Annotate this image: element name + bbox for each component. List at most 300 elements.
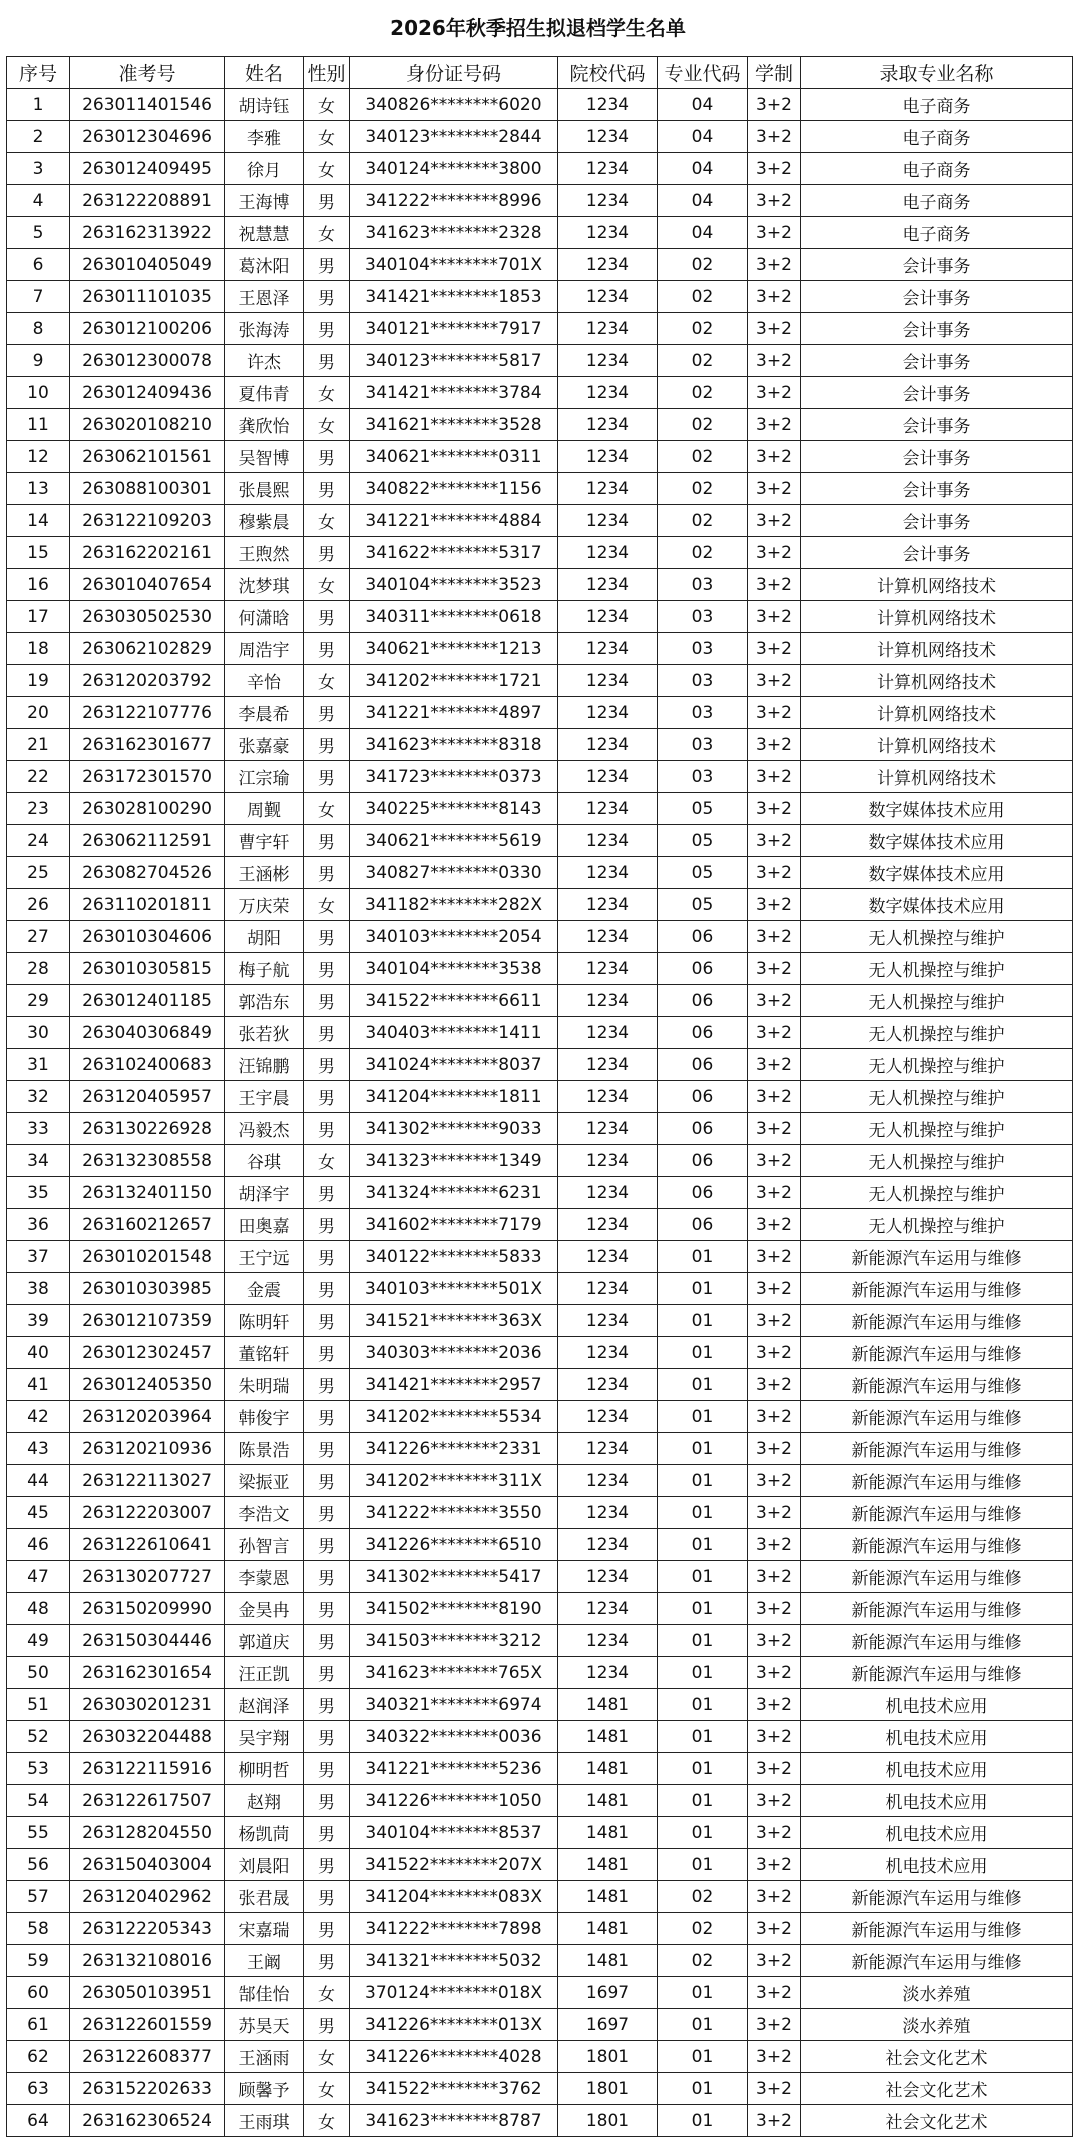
cell-major-name: 淡水养殖 [801, 2009, 1073, 2041]
cell-gender: 男 [304, 345, 350, 377]
cell-name: 韩俊宇 [225, 1401, 304, 1433]
cell-school-code: 1234 [558, 825, 658, 857]
cell-id-number: 341302********9033 [350, 1113, 558, 1145]
table-row [7, 1017, 1073, 1049]
cell-major-name: 数字媒体技术应用 [801, 825, 1073, 857]
cell-exam-number: 263050103951 [70, 1977, 225, 2009]
cell-exam-number: 263102400683 [70, 1049, 225, 1081]
cell-name: 王海博 [225, 185, 304, 217]
table-row [7, 1593, 1073, 1625]
cell-gender: 男 [304, 473, 350, 505]
cell-program-length: 3+2 [748, 345, 801, 377]
cell-program-length: 3+2 [748, 1465, 801, 1497]
cell-school-code: 1234 [558, 889, 658, 921]
cell-major-name: 无人机操控与维护 [801, 921, 1073, 953]
cell-major-code: 06 [658, 921, 748, 953]
cell-id-number: 340123********5817 [350, 345, 558, 377]
cell-school-code: 1234 [558, 1081, 658, 1113]
cell-gender: 女 [304, 1145, 350, 1177]
cell-name: 陈景浩 [225, 1433, 304, 1465]
cell-gender: 男 [304, 313, 350, 345]
cell-major-name: 计算机网络技术 [801, 601, 1073, 633]
cell-index: 51 [7, 1689, 70, 1721]
cell-id-number: 341521********363X [350, 1305, 558, 1337]
cell-index: 36 [7, 1209, 70, 1241]
cell-id-number: 341623********8787 [350, 2105, 558, 2137]
cell-index: 44 [7, 1465, 70, 1497]
cell-major-name: 新能源汽车运用与维修 [801, 1593, 1073, 1625]
cell-program-length: 3+2 [748, 2041, 801, 2073]
cell-gender: 男 [304, 249, 350, 281]
cell-index: 40 [7, 1337, 70, 1369]
cell-id-number: 341602********7179 [350, 1209, 558, 1241]
cell-program-length: 3+2 [748, 889, 801, 921]
cell-exam-number: 263162313922 [70, 217, 225, 249]
cell-school-code: 1234 [558, 281, 658, 313]
table-row [7, 89, 1073, 121]
cell-major-code: 01 [658, 2009, 748, 2041]
cell-id-number: 340104********3523 [350, 569, 558, 601]
cell-school-code: 1234 [558, 793, 658, 825]
header-gender: 性别 [304, 57, 350, 89]
cell-name: 胡诗钰 [225, 89, 304, 121]
cell-exam-number: 263011401546 [70, 89, 225, 121]
cell-gender: 女 [304, 569, 350, 601]
cell-name: 胡阳 [225, 921, 304, 953]
cell-exam-number: 263011101035 [70, 281, 225, 313]
cell-school-code: 1481 [558, 1785, 658, 1817]
cell-index: 37 [7, 1241, 70, 1273]
cell-index: 42 [7, 1401, 70, 1433]
table-row [7, 441, 1073, 473]
cell-program-length: 3+2 [748, 1721, 801, 1753]
cell-major-name: 机电技术应用 [801, 1785, 1073, 1817]
cell-name: 徐月 [225, 153, 304, 185]
cell-major-code: 03 [658, 761, 748, 793]
cell-id-number: 340103********2054 [350, 921, 558, 953]
cell-exam-number: 263082704526 [70, 857, 225, 889]
cell-id-number: 340122********5833 [350, 1241, 558, 1273]
table-row [7, 1497, 1073, 1529]
cell-major-name: 会计事务 [801, 409, 1073, 441]
cell-index: 50 [7, 1657, 70, 1689]
cell-exam-number: 263012302457 [70, 1337, 225, 1369]
cell-exam-number: 263030201231 [70, 1689, 225, 1721]
table-row [7, 1177, 1073, 1209]
cell-name: 汪锦鹏 [225, 1049, 304, 1081]
cell-gender: 男 [304, 1049, 350, 1081]
cell-program-length: 3+2 [748, 857, 801, 889]
cell-program-length: 3+2 [748, 601, 801, 633]
cell-exam-number: 263012401185 [70, 985, 225, 1017]
table-row [7, 345, 1073, 377]
cell-major-code: 03 [658, 697, 748, 729]
cell-id-number: 340321********6974 [350, 1689, 558, 1721]
cell-program-length: 3+2 [748, 1689, 801, 1721]
cell-id-number: 341421********1853 [350, 281, 558, 313]
cell-major-name: 计算机网络技术 [801, 665, 1073, 697]
cell-gender: 女 [304, 889, 350, 921]
cell-exam-number: 263012405350 [70, 1369, 225, 1401]
cell-exam-number: 263010303985 [70, 1273, 225, 1305]
table-row [7, 665, 1073, 697]
cell-major-code: 02 [658, 1945, 748, 1977]
cell-index: 7 [7, 281, 70, 313]
cell-major-name: 电子商务 [801, 185, 1073, 217]
cell-index: 27 [7, 921, 70, 953]
cell-program-length: 3+2 [748, 1017, 801, 1049]
cell-school-code: 1697 [558, 2009, 658, 2041]
cell-id-number: 340103********501X [350, 1273, 558, 1305]
cell-program-length: 3+2 [748, 1305, 801, 1337]
table-row [7, 473, 1073, 505]
cell-exam-number: 263122113027 [70, 1465, 225, 1497]
cell-index: 10 [7, 377, 70, 409]
cell-id-number: 340311********0618 [350, 601, 558, 633]
table-row [7, 1049, 1073, 1081]
table-row [7, 1401, 1073, 1433]
cell-name: 李雅 [225, 121, 304, 153]
table-row [7, 953, 1073, 985]
table-row [7, 1081, 1073, 1113]
cell-major-name: 机电技术应用 [801, 1849, 1073, 1881]
cell-id-number: 341502********8190 [350, 1593, 558, 1625]
cell-name: 冯毅杰 [225, 1113, 304, 1145]
cell-school-code: 1234 [558, 153, 658, 185]
cell-id-number: 340104********8537 [350, 1817, 558, 1849]
cell-exam-number: 263150209990 [70, 1593, 225, 1625]
cell-major-code: 06 [658, 985, 748, 1017]
header-id-number: 身份证号码 [350, 57, 558, 89]
cell-gender: 女 [304, 505, 350, 537]
cell-program-length: 3+2 [748, 2009, 801, 2041]
cell-id-number: 340621********0311 [350, 441, 558, 473]
cell-school-code: 1234 [558, 345, 658, 377]
cell-index: 13 [7, 473, 70, 505]
cell-exam-number: 263010201548 [70, 1241, 225, 1273]
table-row [7, 857, 1073, 889]
cell-gender: 男 [304, 185, 350, 217]
cell-name: 张君晟 [225, 1881, 304, 1913]
cell-major-name: 新能源汽车运用与维修 [801, 1945, 1073, 1977]
cell-major-code: 02 [658, 249, 748, 281]
cell-gender: 男 [304, 441, 350, 473]
cell-gender: 男 [304, 1369, 350, 1401]
cell-major-name: 机电技术应用 [801, 1817, 1073, 1849]
cell-program-length: 3+2 [748, 1657, 801, 1689]
cell-program-length: 3+2 [748, 377, 801, 409]
cell-exam-number: 263020108210 [70, 409, 225, 441]
cell-name: 江宗瑜 [225, 761, 304, 793]
cell-gender: 男 [304, 1753, 350, 1785]
cell-exam-number: 263012107359 [70, 1305, 225, 1337]
cell-major-name: 无人机操控与维护 [801, 1209, 1073, 1241]
cell-name: 孙智言 [225, 1529, 304, 1561]
cell-gender: 男 [304, 729, 350, 761]
cell-major-code: 02 [658, 377, 748, 409]
cell-index: 16 [7, 569, 70, 601]
cell-major-code: 03 [658, 569, 748, 601]
cell-name: 谷琪 [225, 1145, 304, 1177]
cell-major-name: 会计事务 [801, 281, 1073, 313]
cell-school-code: 1234 [558, 441, 658, 473]
cell-id-number: 340621********5619 [350, 825, 558, 857]
table-row [7, 1913, 1073, 1945]
table-row [7, 121, 1073, 153]
cell-index: 32 [7, 1081, 70, 1113]
cell-index: 15 [7, 537, 70, 569]
cell-major-code: 03 [658, 633, 748, 665]
cell-major-code: 04 [658, 153, 748, 185]
cell-gender: 女 [304, 1977, 350, 2009]
cell-gender: 男 [304, 1689, 350, 1721]
cell-major-name: 新能源汽车运用与维修 [801, 1625, 1073, 1657]
cell-school-code: 1481 [558, 1881, 658, 1913]
cell-exam-number: 263122208891 [70, 185, 225, 217]
cell-index: 4 [7, 185, 70, 217]
cell-major-name: 无人机操控与维护 [801, 1049, 1073, 1081]
cell-program-length: 3+2 [748, 1433, 801, 1465]
cell-school-code: 1234 [558, 537, 658, 569]
cell-major-code: 02 [658, 441, 748, 473]
cell-name: 何潇晗 [225, 601, 304, 633]
cell-gender: 男 [304, 1945, 350, 1977]
cell-major-code: 05 [658, 793, 748, 825]
cell-program-length: 3+2 [748, 1817, 801, 1849]
cell-exam-number: 263110201811 [70, 889, 225, 921]
cell-exam-number: 263122205343 [70, 1913, 225, 1945]
cell-exam-number: 263162301654 [70, 1657, 225, 1689]
cell-major-name: 电子商务 [801, 153, 1073, 185]
table-row [7, 825, 1073, 857]
cell-school-code: 1234 [558, 1273, 658, 1305]
cell-major-name: 新能源汽车运用与维修 [801, 1273, 1073, 1305]
cell-index: 17 [7, 601, 70, 633]
cell-program-length: 3+2 [748, 217, 801, 249]
cell-name: 赵翔 [225, 1785, 304, 1817]
cell-id-number: 341204********083X [350, 1881, 558, 1913]
cell-school-code: 1234 [558, 1465, 658, 1497]
cell-school-code: 1234 [558, 1049, 658, 1081]
cell-school-code: 1234 [558, 377, 658, 409]
cell-major-code: 03 [658, 729, 748, 761]
cell-id-number: 340303********2036 [350, 1337, 558, 1369]
cell-exam-number: 263030502530 [70, 601, 225, 633]
header-major-code: 专业代码 [658, 57, 748, 89]
cell-program-length: 3+2 [748, 1113, 801, 1145]
cell-major-code: 03 [658, 601, 748, 633]
cell-school-code: 1234 [558, 1145, 658, 1177]
cell-exam-number: 263120402962 [70, 1881, 225, 1913]
cell-gender: 男 [304, 1209, 350, 1241]
cell-exam-number: 263062101561 [70, 441, 225, 473]
cell-exam-number: 263122109203 [70, 505, 225, 537]
cell-id-number: 340621********1213 [350, 633, 558, 665]
cell-major-code: 02 [658, 1881, 748, 1913]
cell-name: 夏伟青 [225, 377, 304, 409]
cell-name: 张若狄 [225, 1017, 304, 1049]
cell-name: 辛怡 [225, 665, 304, 697]
document-title: 2026年秋季招生拟退档学生名单 [390, 16, 686, 40]
cell-gender: 男 [304, 601, 350, 633]
cell-major-name: 新能源汽车运用与维修 [801, 1305, 1073, 1337]
cell-program-length: 3+2 [748, 1049, 801, 1081]
cell-school-code: 1234 [558, 729, 658, 761]
cell-index: 22 [7, 761, 70, 793]
cell-program-length: 3+2 [748, 121, 801, 153]
cell-exam-number: 263122610641 [70, 1529, 225, 1561]
cell-major-name: 电子商务 [801, 121, 1073, 153]
cell-major-name: 淡水养殖 [801, 1977, 1073, 2009]
cell-major-code: 01 [658, 2073, 748, 2105]
cell-gender: 男 [304, 1177, 350, 1209]
cell-major-code: 06 [658, 1017, 748, 1049]
cell-id-number: 341723********0373 [350, 761, 558, 793]
cell-major-code: 01 [658, 1337, 748, 1369]
cell-major-code: 01 [658, 1977, 748, 2009]
cell-gender: 女 [304, 793, 350, 825]
cell-name: 胡泽宇 [225, 1177, 304, 1209]
cell-school-code: 1801 [558, 2073, 658, 2105]
cell-index: 41 [7, 1369, 70, 1401]
cell-school-code: 1481 [558, 1849, 658, 1881]
cell-major-code: 01 [658, 2105, 748, 2137]
cell-id-number: 341623********2328 [350, 217, 558, 249]
cell-index: 59 [7, 1945, 70, 1977]
cell-id-number: 341226********4028 [350, 2041, 558, 2073]
cell-major-code: 01 [658, 1625, 748, 1657]
cell-index: 30 [7, 1017, 70, 1049]
cell-exam-number: 263032204488 [70, 1721, 225, 1753]
cell-major-name: 计算机网络技术 [801, 729, 1073, 761]
cell-index: 18 [7, 633, 70, 665]
cell-id-number: 341221********4884 [350, 505, 558, 537]
cell-gender: 男 [304, 1337, 350, 1369]
cell-major-name: 会计事务 [801, 249, 1073, 281]
cell-program-length: 3+2 [748, 569, 801, 601]
cell-index: 19 [7, 665, 70, 697]
cell-major-code: 01 [658, 1785, 748, 1817]
cell-school-code: 1234 [558, 633, 658, 665]
cell-major-code: 01 [658, 1305, 748, 1337]
cell-name: 周浩宇 [225, 633, 304, 665]
table-row [7, 281, 1073, 313]
cell-program-length: 3+2 [748, 1337, 801, 1369]
cell-index: 46 [7, 1529, 70, 1561]
cell-id-number: 341324********6231 [350, 1177, 558, 1209]
cell-major-name: 会计事务 [801, 313, 1073, 345]
cell-id-number: 341302********5417 [350, 1561, 558, 1593]
cell-gender: 男 [304, 1113, 350, 1145]
cell-gender: 女 [304, 665, 350, 697]
table-row [7, 1433, 1073, 1465]
cell-index: 58 [7, 1913, 70, 1945]
cell-name: 赵润泽 [225, 1689, 304, 1721]
cell-school-code: 1234 [558, 953, 658, 985]
table-row [7, 1977, 1073, 2009]
cell-program-length: 3+2 [748, 793, 801, 825]
cell-id-number: 340124********3800 [350, 153, 558, 185]
cell-name: 许杰 [225, 345, 304, 377]
cell-major-code: 01 [658, 1401, 748, 1433]
cell-id-number: 340121********7917 [350, 313, 558, 345]
cell-school-code: 1234 [558, 1561, 658, 1593]
table-row [7, 185, 1073, 217]
cell-gender: 男 [304, 1497, 350, 1529]
cell-index: 47 [7, 1561, 70, 1593]
cell-gender: 男 [304, 1241, 350, 1273]
cell-exam-number: 263062102829 [70, 633, 225, 665]
cell-gender: 男 [304, 1625, 350, 1657]
cell-gender: 女 [304, 153, 350, 185]
cell-major-code: 01 [658, 1689, 748, 1721]
cell-id-number: 341221********5236 [350, 1753, 558, 1785]
cell-program-length: 3+2 [748, 1977, 801, 2009]
cell-gender: 男 [304, 1529, 350, 1561]
cell-name: 李浩文 [225, 1497, 304, 1529]
cell-major-code: 01 [658, 1593, 748, 1625]
cell-id-number: 341222********7898 [350, 1913, 558, 1945]
cell-program-length: 3+2 [748, 1145, 801, 1177]
cell-school-code: 1234 [558, 409, 658, 441]
cell-major-code: 06 [658, 1177, 748, 1209]
cell-gender: 男 [304, 1849, 350, 1881]
cell-gender: 男 [304, 1305, 350, 1337]
cell-school-code: 1481 [558, 1817, 658, 1849]
cell-program-length: 3+2 [748, 1753, 801, 1785]
cell-major-code: 05 [658, 889, 748, 921]
cell-index: 45 [7, 1497, 70, 1529]
cell-gender: 女 [304, 2105, 350, 2137]
cell-gender: 男 [304, 1913, 350, 1945]
cell-name: 穆紫晨 [225, 505, 304, 537]
table-row [7, 729, 1073, 761]
cell-school-code: 1234 [558, 1113, 658, 1145]
table-row [7, 1145, 1073, 1177]
cell-index: 64 [7, 2105, 70, 2137]
cell-major-code: 02 [658, 281, 748, 313]
cell-major-name: 无人机操控与维护 [801, 1081, 1073, 1113]
cell-index: 60 [7, 1977, 70, 2009]
cell-name: 金昊冉 [225, 1593, 304, 1625]
table-row [7, 985, 1073, 1017]
cell-exam-number: 263012409436 [70, 377, 225, 409]
cell-id-number: 341202********5534 [350, 1401, 558, 1433]
cell-school-code: 1234 [558, 1433, 658, 1465]
cell-index: 8 [7, 313, 70, 345]
cell-major-name: 会计事务 [801, 537, 1073, 569]
table-row [7, 2073, 1073, 2105]
cell-gender: 男 [304, 1081, 350, 1113]
cell-exam-number: 263122115916 [70, 1753, 225, 1785]
cell-gender: 女 [304, 2041, 350, 2073]
cell-exam-number: 263162202161 [70, 537, 225, 569]
cell-exam-number: 263012304696 [70, 121, 225, 153]
table-row [7, 2041, 1073, 2073]
cell-exam-number: 263130226928 [70, 1113, 225, 1145]
cell-exam-number: 263152202633 [70, 2073, 225, 2105]
table-row [7, 2105, 1073, 2137]
table-row [7, 1689, 1073, 1721]
cell-exam-number: 263010405049 [70, 249, 225, 281]
cell-major-code: 01 [658, 1497, 748, 1529]
cell-program-length: 3+2 [748, 1273, 801, 1305]
cell-index: 14 [7, 505, 70, 537]
cell-name: 沈梦琪 [225, 569, 304, 601]
cell-index: 57 [7, 1881, 70, 1913]
cell-index: 20 [7, 697, 70, 729]
cell-index: 53 [7, 1753, 70, 1785]
